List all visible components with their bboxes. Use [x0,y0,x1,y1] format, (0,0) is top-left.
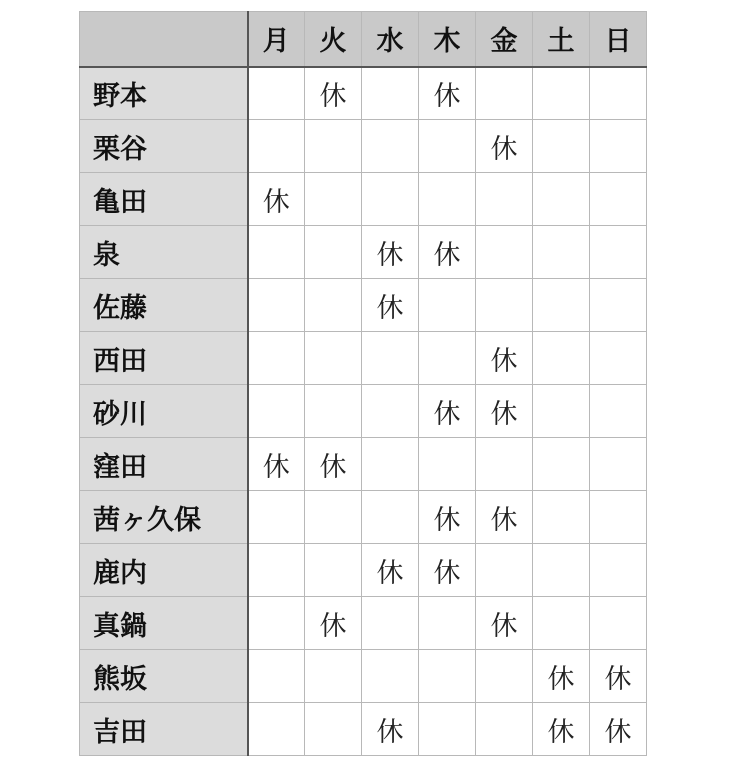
schedule-cell[interactable]: 休 [362,703,419,756]
schedule-cell[interactable] [305,491,362,544]
schedule-cell[interactable]: 休 [533,650,590,703]
schedule-cell[interactable] [590,438,647,491]
schedule-cell[interactable] [305,120,362,173]
schedule-cell[interactable]: 休 [476,120,533,173]
schedule-cell[interactable] [590,597,647,650]
schedule-cell[interactable] [533,491,590,544]
schedule-cell[interactable] [419,332,476,385]
table-row [80,120,647,173]
schedule-cell[interactable]: 休 [305,67,362,120]
schedule-cell[interactable] [362,120,419,173]
schedule-cell[interactable] [305,544,362,597]
schedule-cell[interactable] [476,544,533,597]
table-body [80,67,647,756]
day-header-mon: 月 [248,12,305,67]
schedule-cell[interactable] [248,597,305,650]
schedule-cell[interactable] [362,385,419,438]
schedule-cell[interactable] [419,438,476,491]
table-row [80,597,647,650]
schedule-cell[interactable] [590,332,647,385]
schedule-cell[interactable] [305,703,362,756]
schedule-cell[interactable] [590,173,647,226]
employee-name: 鹿内 [80,544,248,597]
header-row [80,12,647,67]
day-header-fri: 金 [476,12,533,67]
schedule-cell[interactable]: 休 [248,173,305,226]
shift-schedule-table [79,11,647,756]
schedule-cell[interactable] [248,491,305,544]
schedule-cell[interactable] [362,491,419,544]
employee-name: 泉 [80,226,248,279]
schedule-cell[interactable] [362,650,419,703]
day-header-sat: 土 [533,12,590,67]
schedule-cell[interactable] [248,67,305,120]
employee-name: 栗谷 [80,120,248,173]
schedule-cell[interactable] [419,279,476,332]
table-header [80,12,647,67]
day-header-sun: 日 [590,12,647,67]
schedule-cell[interactable] [590,67,647,120]
schedule-cell[interactable] [248,703,305,756]
schedule-cell[interactable] [305,173,362,226]
schedule-cell[interactable] [362,597,419,650]
corner-cell [80,12,248,67]
table-row [80,544,647,597]
schedule-cell[interactable] [476,438,533,491]
schedule-cell[interactable]: 休 [305,597,362,650]
schedule-cell[interactable] [305,385,362,438]
employee-name: 佐藤 [80,279,248,332]
schedule-cell[interactable] [362,67,419,120]
schedule-cell[interactable] [305,332,362,385]
day-header-tue: 火 [305,12,362,67]
schedule-cell[interactable] [248,279,305,332]
schedule-cell[interactable] [533,544,590,597]
schedule-cell[interactable] [590,544,647,597]
schedule-cell[interactable]: 休 [419,544,476,597]
table-row [80,173,647,226]
schedule-cell[interactable] [305,279,362,332]
schedule-cell[interactable] [419,650,476,703]
employee-name: 真鍋 [80,597,248,650]
schedule-cell[interactable]: 休 [362,279,419,332]
schedule-cell[interactable] [590,226,647,279]
table-row [80,332,647,385]
schedule-cell[interactable]: 休 [419,226,476,279]
schedule-cell[interactable] [248,226,305,279]
employee-name: 亀田 [80,173,248,226]
schedule-cell[interactable] [533,226,590,279]
schedule-cell[interactable]: 休 [248,438,305,491]
schedule-cell[interactable] [248,650,305,703]
employee-name: 砂川 [80,385,248,438]
schedule-cell[interactable]: 休 [419,385,476,438]
schedule-cell[interactable] [476,279,533,332]
table-row [80,67,647,120]
schedule-cell[interactable] [476,67,533,120]
schedule-cell[interactable] [533,67,590,120]
employee-name: 窪田 [80,438,248,491]
day-header-thu: 木 [419,12,476,67]
schedule-cell[interactable]: 休 [362,544,419,597]
schedule-cell[interactable]: 休 [533,703,590,756]
employee-name: 茜ヶ久保 [80,491,248,544]
employee-name: 吉田 [80,703,248,756]
schedule-cell[interactable] [248,544,305,597]
employee-name: 野本 [80,67,248,120]
schedule-cell[interactable] [362,438,419,491]
schedule-cell[interactable] [533,597,590,650]
schedule-cell[interactable] [362,173,419,226]
schedule-cell[interactable] [419,173,476,226]
schedule-cell[interactable] [248,332,305,385]
table-row [80,279,647,332]
schedule-cell[interactable]: 休 [362,226,419,279]
employee-name: 西田 [80,332,248,385]
schedule-cell[interactable]: 休 [419,67,476,120]
schedule-cell[interactable] [362,332,419,385]
schedule-cell[interactable] [305,226,362,279]
schedule-cell[interactable]: 休 [305,438,362,491]
schedule-cell[interactable] [533,173,590,226]
schedule-cell[interactable] [533,332,590,385]
schedule-cell[interactable]: 休 [590,703,647,756]
schedule-cell[interactable] [590,279,647,332]
schedule-cell[interactable] [476,650,533,703]
employee-name: 熊坂 [80,650,248,703]
schedule-cell[interactable] [419,120,476,173]
schedule-cell[interactable] [590,385,647,438]
schedule-cell[interactable] [476,226,533,279]
schedule-cell[interactable]: 休 [419,491,476,544]
schedule-cell[interactable] [305,650,362,703]
schedule-cell[interactable] [590,120,647,173]
schedule-cell[interactable] [419,597,476,650]
schedule-cell[interactable] [476,173,533,226]
schedule-cell[interactable] [248,385,305,438]
schedule-cell[interactable]: 休 [476,491,533,544]
schedule-cell[interactable] [533,438,590,491]
schedule-cell[interactable]: 休 [476,332,533,385]
table-row [80,226,647,279]
schedule-cell[interactable] [476,703,533,756]
schedule-cell[interactable] [533,279,590,332]
table-row [80,703,647,756]
table-row [80,385,647,438]
schedule-cell[interactable]: 休 [476,597,533,650]
schedule-cell[interactable] [590,491,647,544]
schedule-cell[interactable]: 休 [590,650,647,703]
schedule-cell[interactable] [419,703,476,756]
schedule-cell[interactable] [533,120,590,173]
schedule-cell[interactable] [248,120,305,173]
table-row [80,650,647,703]
table-row [80,491,647,544]
schedule-sheet [79,11,647,756]
day-header-wed: 水 [362,12,419,67]
table-row [80,438,647,491]
schedule-cell[interactable] [533,385,590,438]
schedule-cell[interactable]: 休 [476,385,533,438]
